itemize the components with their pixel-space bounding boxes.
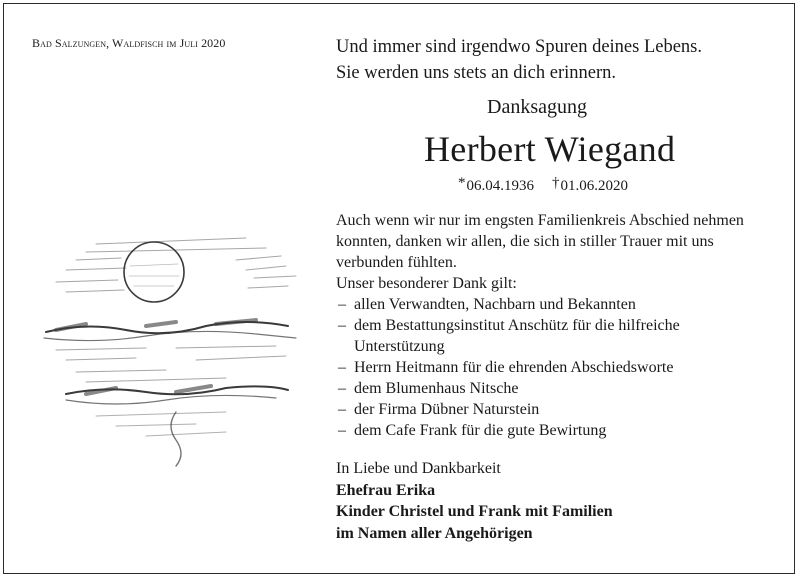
closing-phrase: In Liebe und Dankbarkeit [336, 460, 501, 477]
thanks-list [336, 294, 776, 441]
signer-wife: Ehefrau Erika [336, 481, 436, 499]
intro-paragraph: Auch wenn wir nur im engsten Familienkreis Abschied nehmen konnten, danken wir allen, die sich in stiller Trauer mit uns verbunden fühlten. [336, 212, 744, 271]
place-date: Bad Salzungen, Waldfisch im Juli 2020 [32, 36, 226, 50]
memorial-quote [336, 34, 776, 86]
sun-over-water-illustration [26, 226, 312, 476]
quote-line-1: Und immer sind irgendwo Spuren deines Lebens. [336, 37, 702, 57]
signer-relatives: im Namen aller Angehörigen [336, 524, 533, 542]
thanks-body [336, 210, 776, 441]
death-date: 01.06.2020 [560, 178, 628, 194]
birth-symbol-icon: * [458, 175, 466, 191]
list-item: – der Firma Dübner Naturstein [336, 399, 776, 420]
life-dates [458, 175, 628, 195]
list-item: – allen Verwandten, Nachbarn und Bekannten [336, 294, 776, 315]
list-item: – Herrn Heitmann für die ehrenden Abschiedsworte [336, 357, 776, 378]
closing-signature [336, 458, 776, 544]
quote-line-2: Sie werden uns stets an dich erinnern. [336, 63, 616, 83]
page-title: Danksagung [487, 96, 587, 118]
deceased-name: Herbert Wiegand [424, 129, 676, 169]
special-thanks-heading: Unser besonderer Dank gilt: [336, 275, 517, 292]
list-item: – dem Blumenhaus Nitsche [336, 378, 776, 399]
death-cross-icon: † [552, 175, 560, 191]
birth-date: 06.04.1936 [466, 178, 534, 194]
signer-children: Kinder Christel und Frank mit Familien [336, 503, 613, 520]
list-item: – dem Bestattungsinstitut Anschütz für die hilfreiche Unterstützung [336, 315, 694, 357]
list-item: – dem Cafe Frank für die gute Bewirtung [336, 420, 776, 441]
